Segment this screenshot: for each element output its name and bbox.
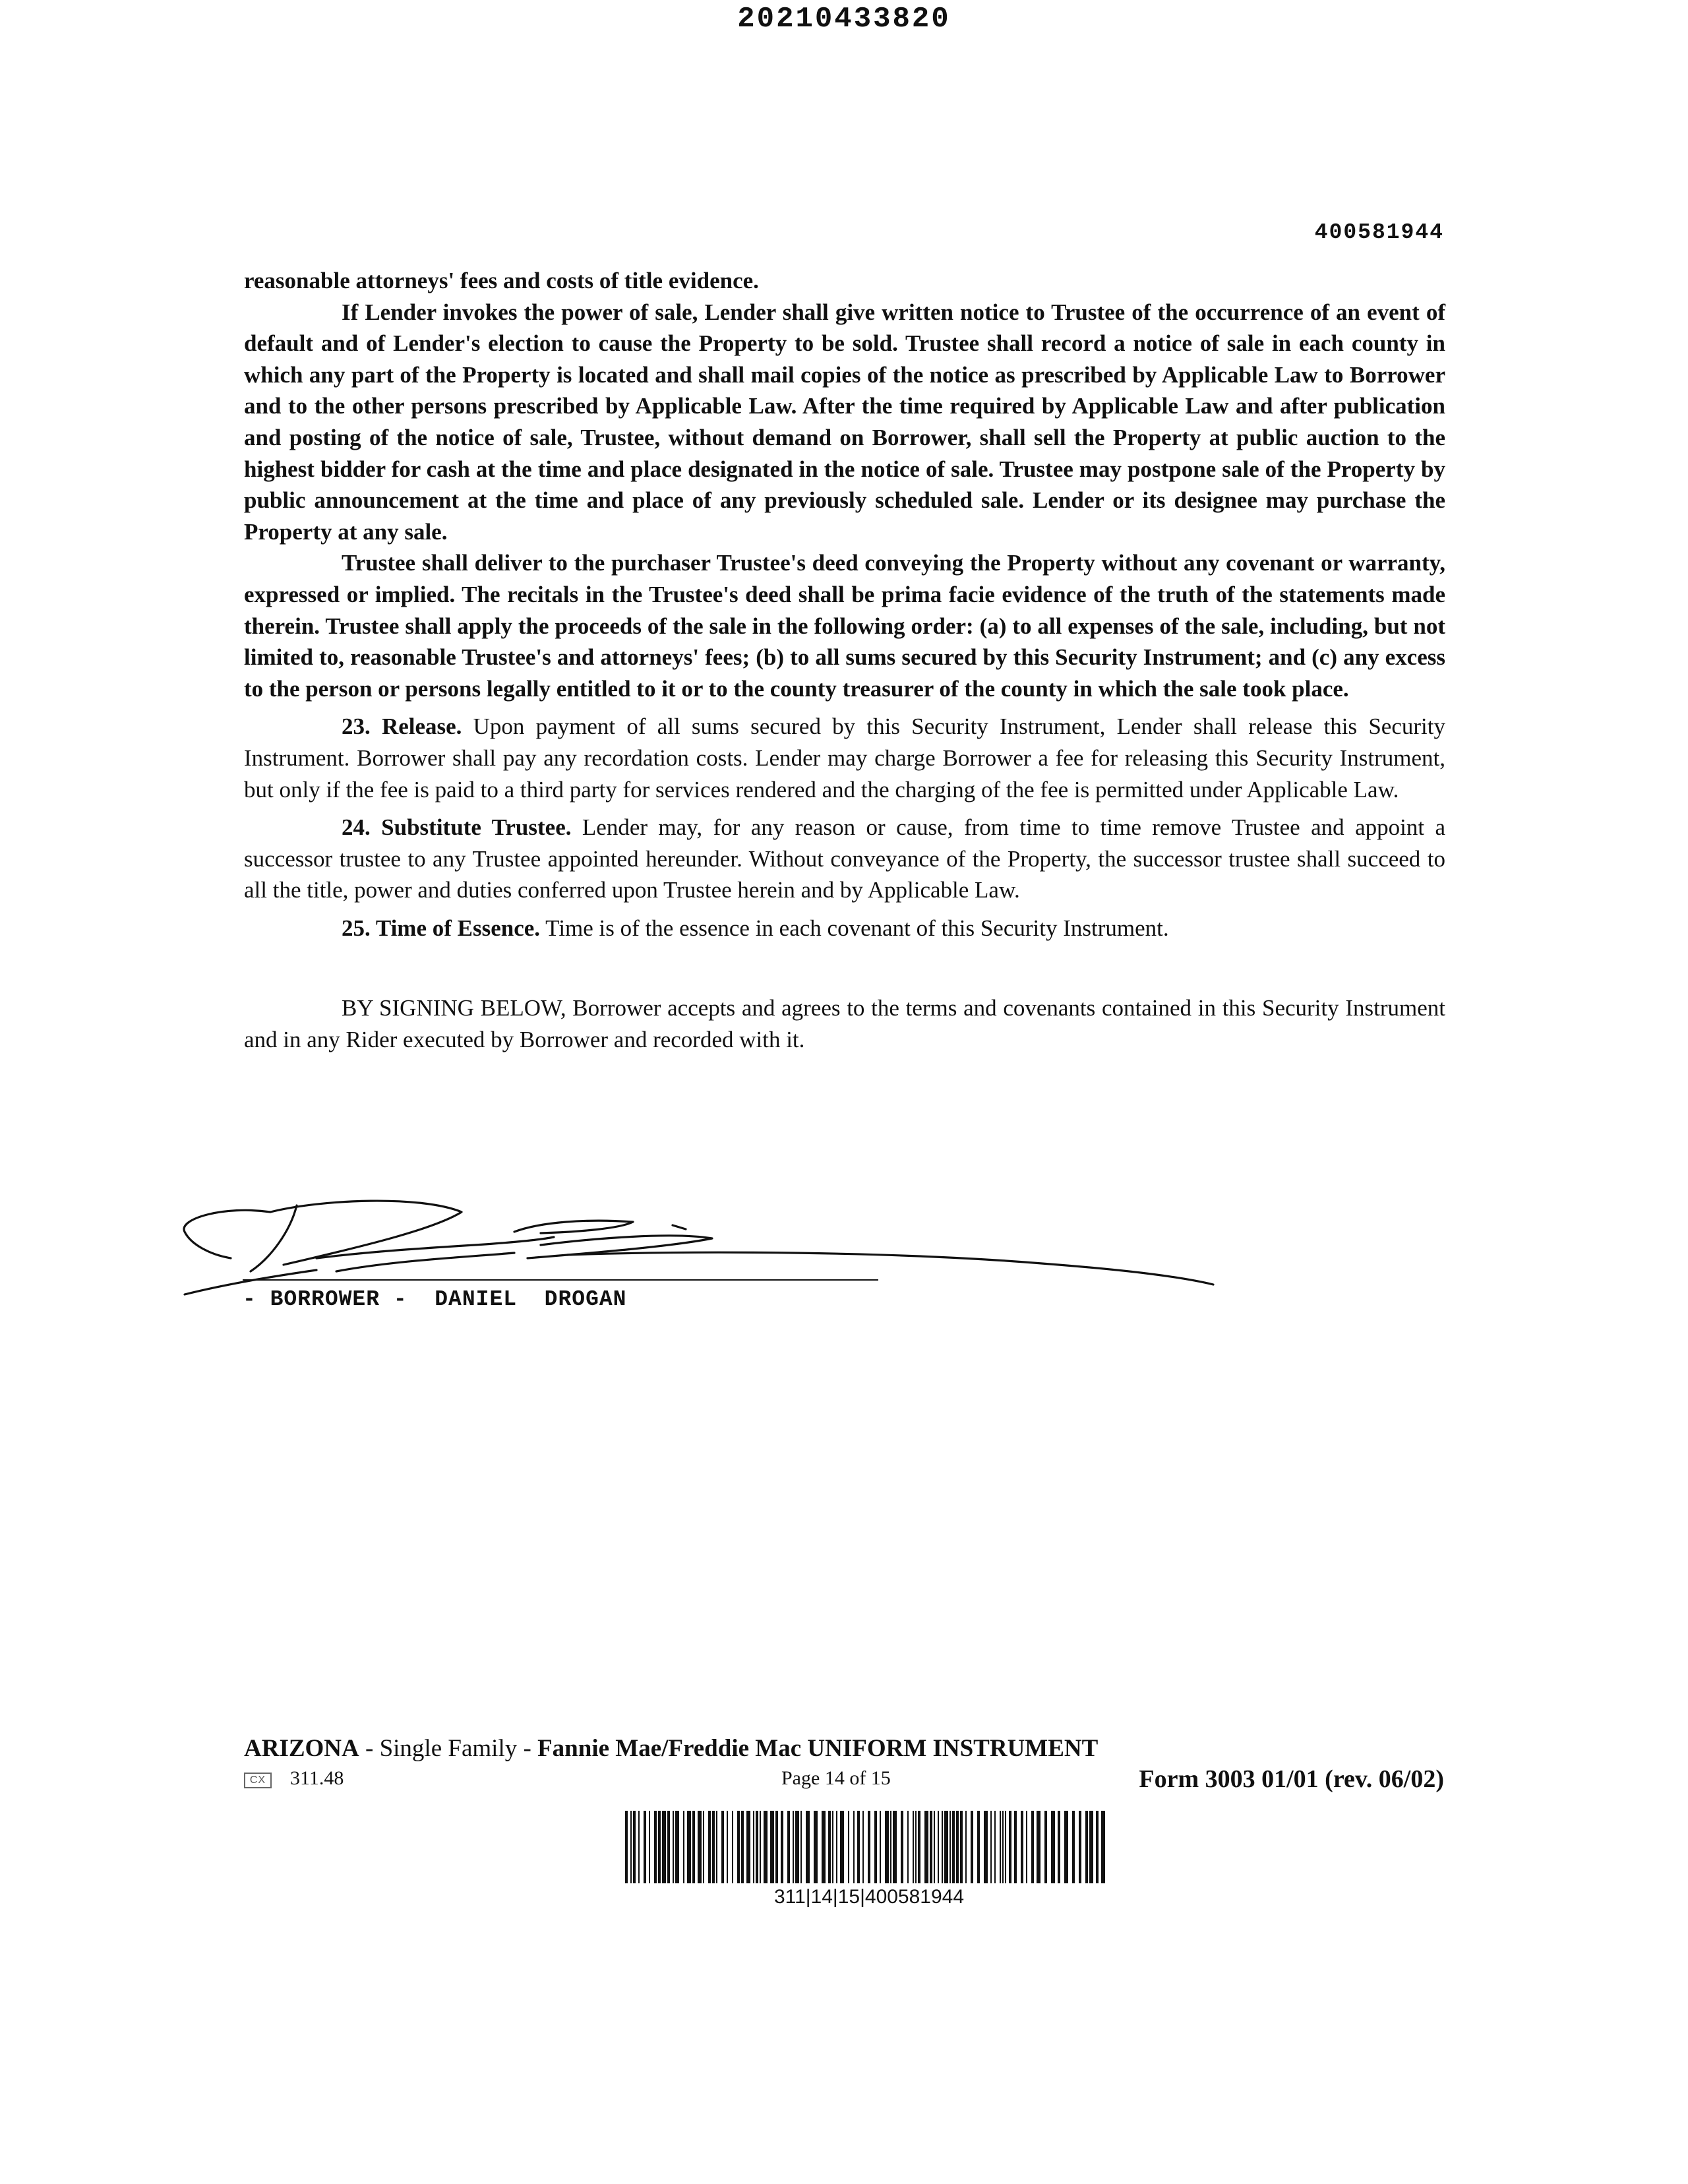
barcode-bar — [741, 1811, 744, 1883]
barcode-bar — [930, 1811, 932, 1883]
barcode-bar — [760, 1811, 761, 1883]
barcode-bar — [675, 1811, 679, 1883]
barcode-bar — [1000, 1811, 1001, 1883]
barcode-bar — [874, 1811, 877, 1883]
barcode-bar — [698, 1811, 702, 1883]
barcode-bar — [692, 1811, 695, 1883]
form-separator-1: - — [359, 1735, 380, 1762]
barcode-bar — [1044, 1811, 1047, 1883]
barcode-bar — [913, 1811, 914, 1883]
barcode-bar — [764, 1811, 768, 1883]
barcode-bar — [984, 1811, 988, 1883]
barcode-bar — [1101, 1811, 1105, 1883]
barcode-bar — [1058, 1811, 1060, 1883]
barcode-bar — [950, 1811, 951, 1883]
barcode-bar — [934, 1811, 935, 1883]
barcode-bar — [814, 1811, 818, 1883]
barcode-bar — [938, 1811, 939, 1883]
barcode-bar — [901, 1811, 903, 1883]
loan-number: 400581944 — [1314, 220, 1444, 245]
barcode-bar — [633, 1811, 636, 1883]
barcode-bar — [687, 1811, 691, 1883]
barcode-bar — [1005, 1811, 1006, 1883]
barcode-bar — [880, 1811, 881, 1883]
form-instrument: Fannie Mae/Freddie Mac UNIFORM INSTRUMENT — [537, 1735, 1099, 1762]
barcode-bar — [918, 1811, 920, 1883]
barcode-bar — [673, 1811, 674, 1883]
barcode-bar — [944, 1811, 948, 1883]
barcode-bar — [1072, 1811, 1075, 1883]
barcode-bar — [775, 1811, 778, 1883]
barcode-bar — [942, 1811, 943, 1883]
barcode-bar — [907, 1811, 909, 1883]
barcode-bar — [1031, 1811, 1034, 1883]
barcode-bar — [630, 1811, 632, 1883]
barcode-bar — [1079, 1811, 1081, 1883]
barcode-bar — [793, 1811, 794, 1883]
form-code-icon: CX — [244, 1773, 272, 1788]
barcode-bar — [1014, 1811, 1017, 1883]
barcode-bar — [960, 1811, 963, 1883]
barcode-bar — [770, 1811, 774, 1883]
barcode-bar — [1002, 1811, 1004, 1883]
section-23-release — [244, 711, 1445, 805]
barcode-bar — [721, 1811, 724, 1883]
barcode-bar — [746, 1811, 750, 1883]
barcode-bar — [857, 1811, 860, 1883]
barcode-bar — [716, 1811, 717, 1883]
barcode-bar — [756, 1811, 758, 1883]
barcode-bar — [712, 1811, 715, 1883]
barcode-bar — [977, 1811, 980, 1883]
barcode-bar — [1064, 1811, 1068, 1883]
barcode-bar — [727, 1811, 728, 1883]
section-25-time-of-essence — [244, 913, 1445, 944]
section-24-substitute-trustee — [244, 812, 1445, 906]
paragraph-trustee-deed: Trustee shall deliver to the purchaser Trustee's deed conveying the Property without any covenant or warranty, expressed or implied. The recitals in the Trustee's deed shall be prima facie evidence of the truth of the statements made therein. Trustee shall apply the proceeds of the sale in the following order: (a) to all expenses of the sale, including, but not limited to, reasonable Trustee's and attorneys' fees; (b) to all sums secured by this Security Instrument; and (c) any excess to the person or persons legally entitled to it or to the county treasurer of the county in which the sale took place. — [244, 550, 1445, 702]
paragraph-continuation: reasonable attorneys' fees and costs of title evidence. — [244, 268, 759, 293]
barcode-bar — [862, 1811, 864, 1883]
barcode-bar — [868, 1811, 870, 1883]
barcode-bar — [787, 1811, 790, 1883]
barcode-bar — [840, 1811, 844, 1883]
barcode-bar — [890, 1811, 891, 1883]
barcode-bar — [1089, 1811, 1093, 1883]
barcode-bar — [924, 1811, 928, 1883]
signature-line — [243, 1279, 878, 1281]
page-number: Page 14 of 15 — [781, 1767, 891, 1789]
section-23-text: Upon payment of all sums secured by this Security Instrument, Lender shall release this Security Instrument. Borrower shall pay any recordation costs. Lender may charge Borrower a fee for releasing this Security Instrument, but only if the fee is paid to a third party for services rendered and the charging of the fee is permitted under Applicable Law. — [244, 713, 1445, 803]
paragraph-power-of-sale: If Lender invokes the power of sale, Lender shall give written notice to Trustee of the occurrence of an event of default and of Lender's election to cause the Property to be sold. Trustee shall record a notice of sale in each county in which any part of the Property is located and shall mail copies of the notice as prescribed by Applicable Law to Borrower and to the other persons prescribed by Applicable Law. After the time required by Applicable Law and after publication and posting of the notice of sale, Trustee, without demand on Borrower, shall sell the Property at public auction to the highest bidder for cash at the time and place designated in the notice of sale. Trustee may postpone sale of the Property by public announcement at the time and place of any previously scheduled sale. Lender or its designee may purchase the Property at any sale. — [244, 299, 1445, 545]
barcode-bar — [708, 1811, 711, 1883]
barcode-bar — [1037, 1811, 1040, 1883]
barcode-bar — [832, 1811, 833, 1883]
barcode-bar — [885, 1811, 889, 1883]
barcode-bar — [1026, 1811, 1027, 1883]
barcode-bar — [800, 1811, 802, 1883]
form-family-type: Single Family — [379, 1735, 518, 1762]
borrower-name-label: - BORROWER - DANIEL DROGAN — [243, 1287, 627, 1312]
form-number: Form 3003 01/01 (rev. 06/02) — [1139, 1765, 1444, 1793]
barcode-bar — [1051, 1811, 1055, 1883]
barcode-bar — [822, 1811, 826, 1883]
barcode-bar — [1085, 1811, 1088, 1883]
barcode-bar — [1009, 1811, 1011, 1883]
barcode-text: 311|14|15|400581944 — [773, 1886, 965, 1908]
barcode-bar — [893, 1811, 897, 1883]
section-23-heading: 23. Release. — [342, 713, 462, 740]
barcode-bar — [994, 1811, 996, 1883]
barcode-bar — [828, 1811, 831, 1883]
barcode-bar — [658, 1811, 661, 1883]
barcode-bar — [952, 1811, 955, 1883]
barcode-bar — [667, 1811, 670, 1883]
barcode-bar — [990, 1811, 992, 1883]
barcode-bar — [915, 1811, 917, 1883]
barcode-bar — [625, 1811, 628, 1883]
signing-statement: BY SIGNING BELOW, Borrower accepts and agrees to the terms and covenants contained in this Security Instrument and in any Rider executed by Borrower and recorded with it. — [244, 995, 1445, 1053]
section-24-heading: 24. Substitute Trustee. — [342, 814, 572, 841]
barcode-bar — [836, 1811, 837, 1883]
barcode-bar — [848, 1811, 849, 1883]
section-25-text: Time is of the essence in each covenant of this Security Instrument. — [540, 915, 1169, 941]
barcode-bar — [971, 1811, 973, 1883]
barcode-bar — [795, 1811, 799, 1883]
barcode-bar — [965, 1811, 967, 1883]
barcode-bar — [1021, 1811, 1023, 1883]
barcode-bar — [732, 1811, 733, 1883]
recording-number: 20210433820 — [737, 3, 951, 36]
barcode — [625, 1811, 1113, 1883]
barcode-bar — [853, 1811, 855, 1883]
form-state: ARIZONA — [244, 1735, 359, 1762]
barcode-bar — [806, 1811, 810, 1883]
barcode-bar — [781, 1811, 783, 1883]
barcode-bar — [662, 1811, 666, 1883]
barcode-bar — [956, 1811, 959, 1883]
form-code: 311.48 — [290, 1767, 344, 1789]
barcode-bar — [683, 1811, 684, 1883]
form-title — [244, 1734, 1098, 1763]
barcode-bar — [638, 1811, 640, 1883]
section-25-heading: 25. Time of Essence. — [342, 915, 541, 941]
barcode-bar — [703, 1811, 704, 1883]
document-body — [244, 265, 1445, 1056]
barcode-bar — [737, 1811, 740, 1883]
barcode-bar — [649, 1811, 650, 1883]
barcode-bar — [654, 1811, 657, 1883]
barcode-bar — [1096, 1811, 1099, 1883]
barcode-bar — [753, 1811, 754, 1883]
section-24-text: Lender may, for any reason or cause, from time to time remove Trustee and appoint a successor trustee to any Trustee appointed hereunder. Without conveyance of the Property, the successor trustee shall succeed to all the title, power and duties conferred upon Trustee herein and by Applicable Law. — [244, 814, 1446, 903]
barcode-bar — [644, 1811, 646, 1883]
form-separator-2: - — [517, 1735, 538, 1762]
